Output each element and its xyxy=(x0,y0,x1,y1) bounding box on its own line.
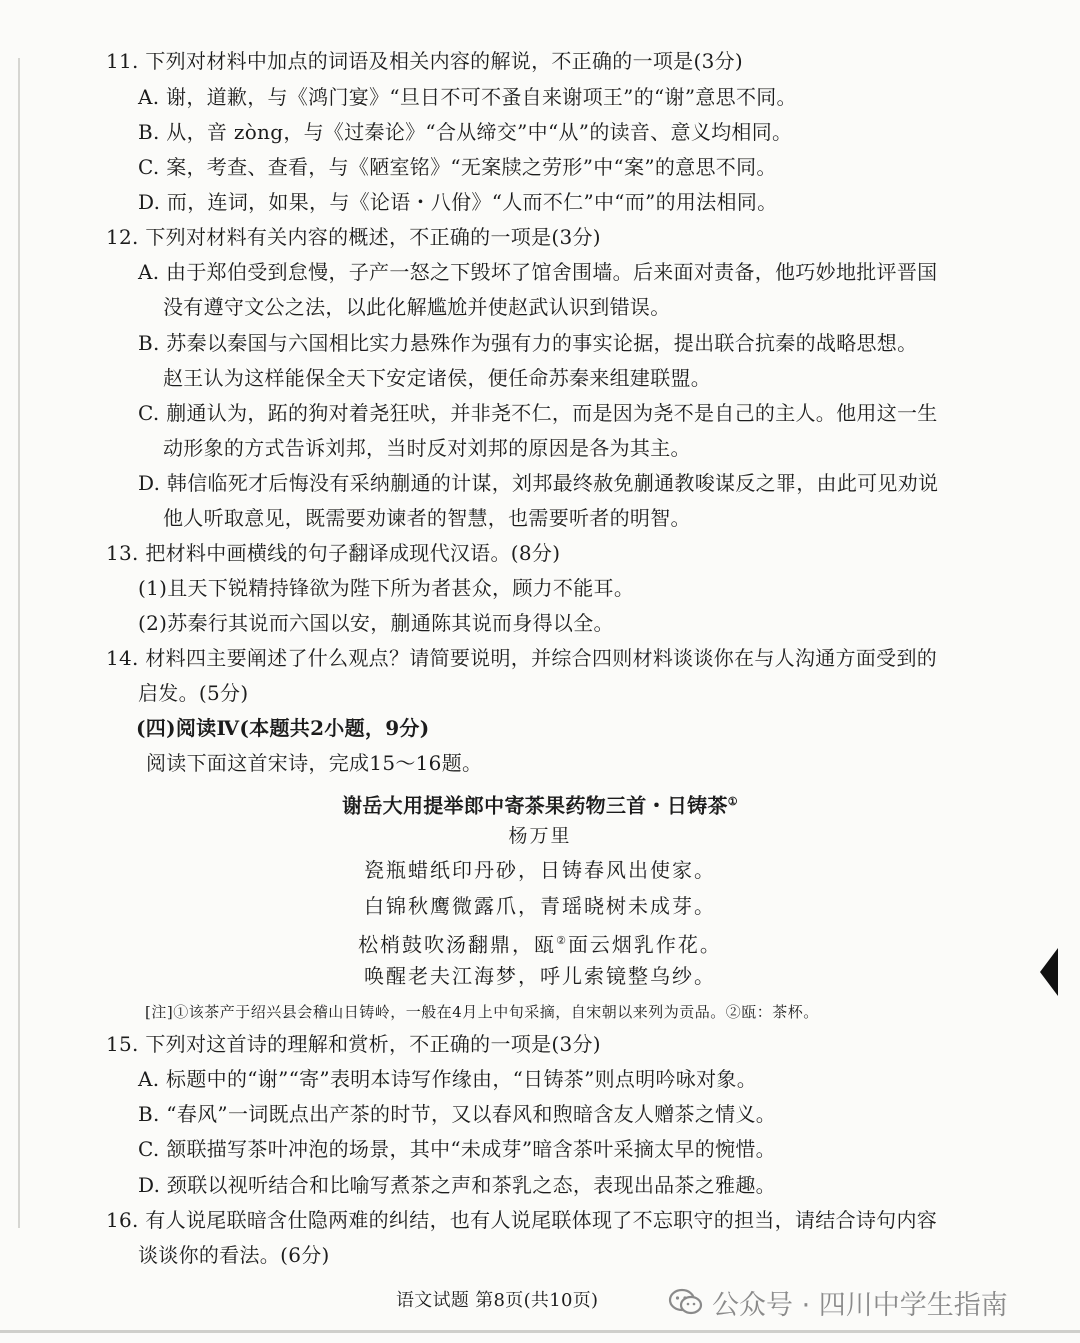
q11-option-b: B. 从，音 zòng，与《过秦论》“合从缔交”中“从”的读音、意义均相同。 xyxy=(138,120,793,144)
poem-line-3-part2: 面云烟乳作花。 xyxy=(567,932,722,957)
q12-option-c-line1: C. 蒯通认为，跖的狗对着尧狂吠，并非尧不仁，而是因为尧不是自己的主人。他用这一生 xyxy=(138,401,938,425)
left-binding-rule xyxy=(18,58,20,1228)
poem-line-3-footnote-mark: ② xyxy=(556,934,568,947)
q14-stem-line2: 启发。(5分) xyxy=(138,681,249,705)
page-edge-marker xyxy=(1040,948,1058,996)
q16-stem-line1: 16. 有人说尾联暗含仕隐两难的纠结，也有人说尾联体现了不忘职守的担当，请结合诗句内容 xyxy=(106,1208,938,1232)
q15-option-c: C. 颔联描写茶叶冲泡的场景，其中“未成芽”暗含茶叶采摘太早的惋惜。 xyxy=(138,1137,776,1161)
q13-stem: 13. 把材料中画横线的句子翻译成现代汉语。(8分) xyxy=(106,541,561,565)
section-4-heading: (四)阅读Ⅳ(本题共2小题，9分) xyxy=(136,716,430,740)
poem-note: [注]①该茶产于绍兴县会稽山日铸岭，一般在4月上中旬采摘，自宋朝以来列为贡品。②瓯：茶杯。 xyxy=(145,1003,819,1021)
wechat-icon xyxy=(668,1287,704,1317)
q12-stem: 12. 下列对材料有关内容的概述，不正确的一项是(3分) xyxy=(106,225,601,249)
q13-item-1: (1)且天下锐精持锋欲为陛下所为者甚众，顾力不能耳。 xyxy=(138,576,635,600)
section-4-instruction: 阅读下面这首宋诗，完成15～16题。 xyxy=(146,751,483,775)
poem-line-3 xyxy=(0,927,1080,959)
q13-item-2: (2)苏秦行其说而六国以安，蒯通陈其说而身得以全。 xyxy=(138,611,614,635)
q15-option-a: A. 标题中的“谢”“寄”表明本诗写作缘由，“日铸茶”则点明吟咏对象。 xyxy=(138,1067,758,1091)
poem-title-text: 谢岳大用提举郎中寄茶果药物三首・日铸茶 xyxy=(342,793,728,818)
q12-option-d-line1: D. 韩信临死才后悔没有采纳蒯通的计谋，刘邦最终赦免蒯通教唆谋反之罪，由此可见劝说 xyxy=(138,471,939,495)
q12-option-d-line2: 他人听取意见，既需要劝谏者的智慧，也需要听者的明智。 xyxy=(163,506,691,530)
q12-option-a-line1: A. 由于郑伯受到怠慢，子产一怒之下毁坏了馆舍围墙。后来面对责备，他巧妙地批评晋国 xyxy=(138,260,938,284)
q11-stem: 11. 下列对材料中加点的词语及相关内容的解说，不正确的一项是(3分) xyxy=(106,49,743,73)
poem-line-2: 白锦秋鹰微露爪，青瑶晓树未成芽。 xyxy=(364,894,716,918)
poem-line-4: 唤醒老夫江海梦，呼儿索镜整乌纱。 xyxy=(364,964,716,988)
poem-line-1: 瓷瓶蜡纸印丹砂，日铸春风出使家。 xyxy=(364,858,716,882)
q12-option-b-line2: 赵王认为这样能保全天下安定诸侯，便任命苏秦来组建联盟。 xyxy=(163,366,712,390)
q14-stem-line1: 14. 材料四主要阐述了什么观点？请简要说明，并综合四则材料谈谈你在与人沟通方面受到的 xyxy=(106,646,938,670)
watermark xyxy=(668,1282,1008,1322)
q15-option-b: B. “春风”一词既点出产茶的时节，又以春风和煦暗含友人赠茶之情义。 xyxy=(138,1102,777,1126)
q15-option-d: D. 颈联以视听结合和比喻写煮茶之声和茶乳之态，表现出品茶之雅趣。 xyxy=(138,1173,776,1197)
q12-option-c-line2: 动形象的方式告诉刘邦，当时反对刘邦的原因是各为其主。 xyxy=(163,436,691,460)
watermark-text: 公众号 · 四川中学生指南 xyxy=(712,1289,1008,1321)
q15-stem: 15. 下列对这首诗的理解和赏析，不正确的一项是(3分) xyxy=(106,1032,601,1056)
q11-option-d: D. 而，连词，如果，与《论语・八佾》“人而不仁”中“而”的用法相同。 xyxy=(138,190,778,214)
bottom-rule xyxy=(0,1330,1080,1333)
q11-option-a: A. 谢，道歉，与《鸿门宴》“旦日不可不蚤自来谢项王”的“谢”意思不同。 xyxy=(138,85,797,109)
poem-title-footnote-mark: ① xyxy=(727,795,738,808)
q12-option-b-line1: B. 苏秦以秦国与六国相比实力悬殊作为强有力的事实论据，提出联合抗秦的战略思想。 xyxy=(138,331,918,355)
poem-line-3-part1: 松梢鼓吹汤翻鼎，瓯 xyxy=(358,932,557,957)
poem-author: 杨万里 xyxy=(508,825,572,847)
q11-option-c: C. 案，考查、查看，与《陋室铭》“无案牍之劳形”中“案”的意思不同。 xyxy=(138,155,777,179)
poem-title xyxy=(0,788,1080,820)
page-footer: 语文试题 第8页(共10页) xyxy=(396,1290,599,1311)
q16-stem-line2: 谈谈你的看法。(6分) xyxy=(138,1243,330,1267)
q12-option-a-line2: 没有遵守文公之法，以此化解尴尬并使赵武认识到错误。 xyxy=(163,295,671,319)
